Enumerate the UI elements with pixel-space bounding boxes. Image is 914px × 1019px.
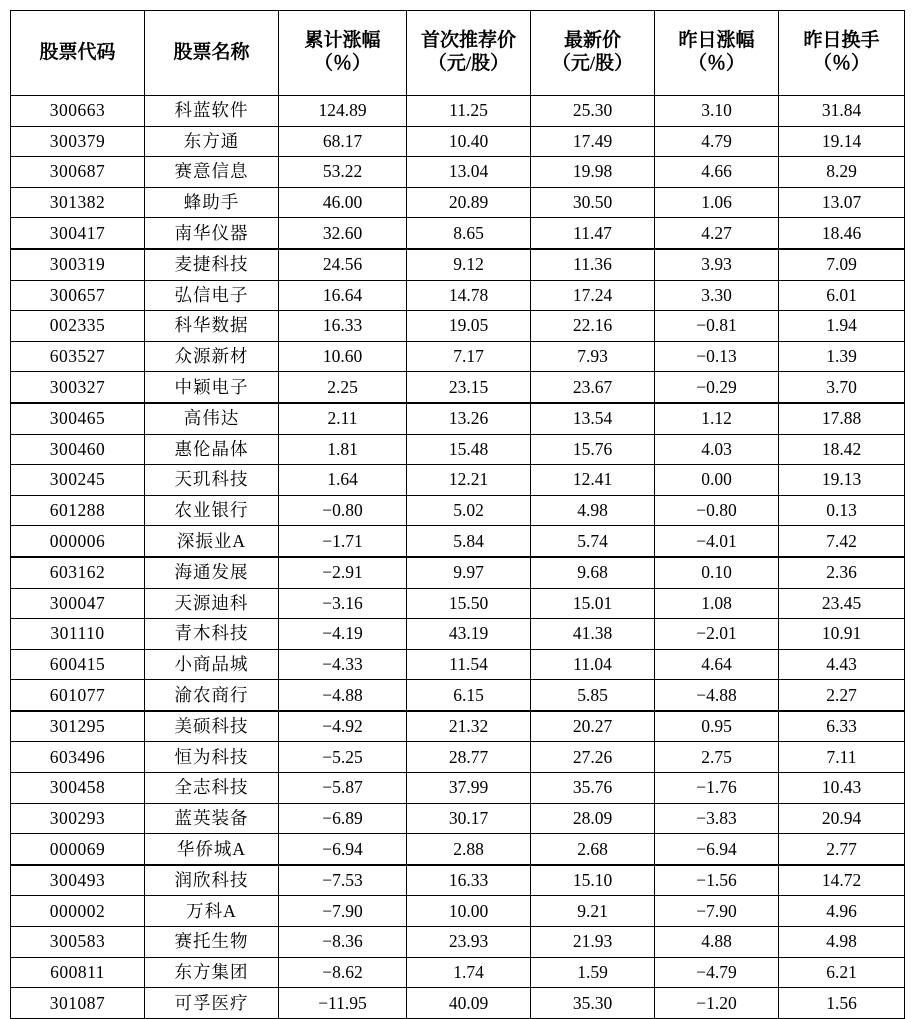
cell-latest-price: 30.50 (531, 187, 655, 218)
cell-latest-price: 15.01 (531, 588, 655, 619)
cell-latest-price: 12.41 (531, 465, 655, 496)
cell-latest-price: 2.68 (531, 834, 655, 865)
table-row (11, 865, 905, 896)
cell-cumulative-gain: −5.87 (279, 773, 407, 804)
cell-yesterday-turnover: 8.29 (779, 157, 905, 188)
header-text: 股票名称 (173, 41, 250, 63)
cell-stock-code: 002335 (11, 311, 145, 342)
cell-yesterday-turnover: 4.98 (779, 927, 905, 958)
cell-stock-code: 300687 (11, 157, 145, 188)
cell-yesterday-gain: −0.81 (655, 311, 779, 342)
cell-stock-name: 渝农商行 (145, 680, 279, 711)
cell-cumulative-gain: −4.19 (279, 619, 407, 650)
cell-first-recommend-price: 6.15 (407, 680, 531, 711)
cell-stock-code: 601077 (11, 680, 145, 711)
cell-cumulative-gain: 1.81 (279, 434, 407, 465)
cell-yesterday-gain: −2.01 (655, 619, 779, 650)
table-row (11, 96, 905, 127)
cell-stock-code: 000006 (11, 526, 145, 557)
cell-first-recommend-price: 23.15 (407, 372, 531, 403)
cell-yesterday-turnover: 6.33 (779, 711, 905, 742)
cell-yesterday-gain: −7.90 (655, 896, 779, 927)
cell-stock-code: 300319 (11, 249, 145, 280)
cell-yesterday-turnover: 2.27 (779, 680, 905, 711)
cell-cumulative-gain: 24.56 (279, 249, 407, 280)
table-row (11, 803, 905, 834)
cell-yesterday-turnover: 7.09 (779, 249, 905, 280)
cell-cumulative-gain: 124.89 (279, 96, 407, 127)
header-unit: （％） (687, 53, 745, 74)
cell-cumulative-gain: 1.64 (279, 465, 407, 496)
cell-cumulative-gain: −1.71 (279, 526, 407, 557)
cell-stock-code: 300458 (11, 773, 145, 804)
cell-yesterday-gain: −1.20 (655, 988, 779, 1019)
cell-stock-name: 润欣科技 (145, 865, 279, 896)
cell-yesterday-gain: −4.79 (655, 957, 779, 988)
cell-stock-code: 301087 (11, 988, 145, 1019)
cell-yesterday-gain: 2.75 (655, 742, 779, 773)
cell-latest-price: 28.09 (531, 803, 655, 834)
cell-yesterday-turnover: 20.94 (779, 803, 905, 834)
cell-yesterday-gain: 4.03 (655, 434, 779, 465)
cell-stock-name: 惠伦晶体 (145, 434, 279, 465)
table-row (11, 372, 905, 403)
cell-stock-name: 高伟达 (145, 403, 279, 434)
header-unit: （％） (313, 53, 371, 74)
cell-cumulative-gain: −7.53 (279, 865, 407, 896)
column-header-yesterday-gain (655, 11, 779, 96)
cell-yesterday-gain: −0.80 (655, 495, 779, 526)
cell-stock-name: 小商品城 (145, 649, 279, 680)
cell-first-recommend-price: 10.00 (407, 896, 531, 927)
cell-stock-code: 300047 (11, 588, 145, 619)
cell-yesterday-gain: −4.88 (655, 680, 779, 711)
table-row (11, 280, 905, 311)
cell-latest-price: 15.76 (531, 434, 655, 465)
table-row (11, 403, 905, 434)
header-text: 昨日涨幅 (678, 30, 755, 52)
cell-stock-name: 南华仪器 (145, 218, 279, 249)
table-row (11, 157, 905, 188)
cell-yesterday-gain: 3.93 (655, 249, 779, 280)
cell-stock-code: 300663 (11, 96, 145, 127)
cell-yesterday-turnover: 0.13 (779, 495, 905, 526)
cell-yesterday-turnover: 17.88 (779, 403, 905, 434)
cell-yesterday-turnover: 2.36 (779, 557, 905, 588)
cell-latest-price: 22.16 (531, 311, 655, 342)
table-body (11, 96, 905, 1019)
table-row (11, 557, 905, 588)
cell-latest-price: 11.04 (531, 649, 655, 680)
header-row (11, 11, 905, 96)
cell-yesterday-gain: 4.27 (655, 218, 779, 249)
cell-stock-name: 赛托生物 (145, 927, 279, 958)
table-row (11, 311, 905, 342)
cell-latest-price: 4.98 (531, 495, 655, 526)
cell-first-recommend-price: 11.54 (407, 649, 531, 680)
cell-first-recommend-price: 15.48 (407, 434, 531, 465)
table-row (11, 649, 905, 680)
cell-cumulative-gain: −6.89 (279, 803, 407, 834)
cell-stock-name: 天玑科技 (145, 465, 279, 496)
cell-latest-price: 11.47 (531, 218, 655, 249)
cell-yesterday-gain: 3.30 (655, 280, 779, 311)
cell-cumulative-gain: 10.60 (279, 341, 407, 372)
cell-latest-price: 27.26 (531, 742, 655, 773)
header-unit: （％） (812, 53, 870, 74)
cell-first-recommend-price: 20.89 (407, 187, 531, 218)
cell-latest-price: 20.27 (531, 711, 655, 742)
cell-stock-name: 农业银行 (145, 495, 279, 526)
cell-cumulative-gain: −5.25 (279, 742, 407, 773)
cell-stock-code: 300293 (11, 803, 145, 834)
cell-latest-price: 17.49 (531, 126, 655, 157)
cell-latest-price: 1.59 (531, 957, 655, 988)
cell-yesterday-turnover: 1.56 (779, 988, 905, 1019)
cell-latest-price: 13.54 (531, 403, 655, 434)
cell-cumulative-gain: 32.60 (279, 218, 407, 249)
cell-first-recommend-price: 7.17 (407, 341, 531, 372)
cell-latest-price: 15.10 (531, 865, 655, 896)
table-row (11, 619, 905, 650)
cell-yesterday-turnover: 6.21 (779, 957, 905, 988)
cell-yesterday-turnover: 7.11 (779, 742, 905, 773)
cell-stock-name: 赛意信息 (145, 157, 279, 188)
table-row (11, 495, 905, 526)
cell-stock-name: 蜂助手 (145, 187, 279, 218)
cell-yesterday-turnover: 10.91 (779, 619, 905, 650)
cell-stock-code: 301295 (11, 711, 145, 742)
cell-yesterday-gain: −1.76 (655, 773, 779, 804)
cell-cumulative-gain: −8.62 (279, 957, 407, 988)
cell-stock-code: 601288 (11, 495, 145, 526)
cell-yesterday-turnover: 23.45 (779, 588, 905, 619)
table-row (11, 465, 905, 496)
cell-latest-price: 7.93 (531, 341, 655, 372)
cell-first-recommend-price: 43.19 (407, 619, 531, 650)
cell-stock-code: 603496 (11, 742, 145, 773)
cell-stock-code: 300465 (11, 403, 145, 434)
table-row (11, 126, 905, 157)
cell-latest-price: 19.98 (531, 157, 655, 188)
cell-first-recommend-price: 23.93 (407, 927, 531, 958)
cell-yesterday-gain: 1.08 (655, 588, 779, 619)
cell-first-recommend-price: 9.12 (407, 249, 531, 280)
cell-yesterday-turnover: 3.70 (779, 372, 905, 403)
cell-latest-price: 9.21 (531, 896, 655, 927)
cell-stock-code: 301110 (11, 619, 145, 650)
header-text: 昨日换手 (803, 30, 880, 52)
cell-first-recommend-price: 37.99 (407, 773, 531, 804)
cell-yesterday-turnover: 2.77 (779, 834, 905, 865)
cell-yesterday-turnover: 1.94 (779, 311, 905, 342)
cell-latest-price: 5.85 (531, 680, 655, 711)
cell-yesterday-gain: −4.01 (655, 526, 779, 557)
column-header-first-recommend-price (407, 11, 531, 96)
table-row (11, 988, 905, 1019)
cell-stock-code: 300493 (11, 865, 145, 896)
cell-cumulative-gain: −7.90 (279, 896, 407, 927)
cell-yesterday-gain: 4.64 (655, 649, 779, 680)
cell-stock-code: 300327 (11, 372, 145, 403)
cell-latest-price: 11.36 (531, 249, 655, 280)
cell-yesterday-turnover: 13.07 (779, 187, 905, 218)
cell-first-recommend-price: 40.09 (407, 988, 531, 1019)
cell-yesterday-gain: −3.83 (655, 803, 779, 834)
cell-yesterday-turnover: 18.46 (779, 218, 905, 249)
cell-yesterday-gain: 1.06 (655, 187, 779, 218)
column-header-yesterday-turnover (779, 11, 905, 96)
cell-stock-name: 麦捷科技 (145, 249, 279, 280)
table-row (11, 957, 905, 988)
cell-cumulative-gain: −4.92 (279, 711, 407, 742)
cell-stock-code: 300657 (11, 280, 145, 311)
cell-stock-name: 华侨城A (145, 834, 279, 865)
cell-stock-code: 300245 (11, 465, 145, 496)
cell-stock-code: 300460 (11, 434, 145, 465)
cell-stock-code: 603527 (11, 341, 145, 372)
cell-yesterday-turnover: 31.84 (779, 96, 905, 127)
cell-stock-name: 科华数据 (145, 311, 279, 342)
table-row (11, 927, 905, 958)
cell-yesterday-turnover: 14.72 (779, 865, 905, 896)
cell-latest-price: 17.24 (531, 280, 655, 311)
cell-stock-code: 603162 (11, 557, 145, 588)
cell-first-recommend-price: 9.97 (407, 557, 531, 588)
cell-latest-price: 23.67 (531, 372, 655, 403)
cell-yesterday-turnover: 19.14 (779, 126, 905, 157)
cell-latest-price: 21.93 (531, 927, 655, 958)
cell-first-recommend-price: 2.88 (407, 834, 531, 865)
cell-yesterday-turnover: 1.39 (779, 341, 905, 372)
header-text: 最新价 (563, 30, 621, 52)
cell-latest-price: 35.30 (531, 988, 655, 1019)
cell-cumulative-gain: 2.25 (279, 372, 407, 403)
cell-stock-name: 中颖电子 (145, 372, 279, 403)
cell-yesterday-gain: 0.00 (655, 465, 779, 496)
cell-cumulative-gain: −3.16 (279, 588, 407, 619)
cell-yesterday-gain: −6.94 (655, 834, 779, 865)
cell-stock-name: 众源新材 (145, 341, 279, 372)
cell-first-recommend-price: 5.84 (407, 526, 531, 557)
table-row (11, 249, 905, 280)
cell-stock-code: 300417 (11, 218, 145, 249)
table-row (11, 742, 905, 773)
cell-yesterday-turnover: 4.43 (779, 649, 905, 680)
cell-yesterday-gain: −1.56 (655, 865, 779, 896)
cell-stock-name: 弘信电子 (145, 280, 279, 311)
cell-first-recommend-price: 5.02 (407, 495, 531, 526)
cell-stock-name: 海通发展 (145, 557, 279, 588)
cell-cumulative-gain: 53.22 (279, 157, 407, 188)
cell-stock-name: 可孚医疗 (145, 988, 279, 1019)
cell-cumulative-gain: −2.91 (279, 557, 407, 588)
header-text: 首次推荐价 (420, 30, 516, 52)
cell-stock-code: 600415 (11, 649, 145, 680)
cell-first-recommend-price: 12.21 (407, 465, 531, 496)
cell-stock-name: 天源迪科 (145, 588, 279, 619)
cell-first-recommend-price: 13.26 (407, 403, 531, 434)
header-unit: （元/股） (551, 53, 634, 74)
table-row (11, 773, 905, 804)
table-row (11, 187, 905, 218)
cell-latest-price: 35.76 (531, 773, 655, 804)
cell-cumulative-gain: 16.33 (279, 311, 407, 342)
column-header-stock-name (145, 11, 279, 96)
cell-first-recommend-price: 11.25 (407, 96, 531, 127)
cell-stock-code: 000069 (11, 834, 145, 865)
cell-yesterday-turnover: 18.42 (779, 434, 905, 465)
cell-yesterday-turnover: 10.43 (779, 773, 905, 804)
cell-first-recommend-price: 16.33 (407, 865, 531, 896)
cell-yesterday-turnover: 19.13 (779, 465, 905, 496)
cell-yesterday-turnover: 4.96 (779, 896, 905, 927)
cell-yesterday-gain: 0.95 (655, 711, 779, 742)
cell-stock-code: 000002 (11, 896, 145, 927)
cell-first-recommend-price: 30.17 (407, 803, 531, 834)
cell-stock-name: 深振业A (145, 526, 279, 557)
table-header (11, 11, 905, 96)
cell-first-recommend-price: 1.74 (407, 957, 531, 988)
cell-first-recommend-price: 10.40 (407, 126, 531, 157)
cell-yesterday-gain: −0.13 (655, 341, 779, 372)
cell-stock-code: 300583 (11, 927, 145, 958)
cell-first-recommend-price: 19.05 (407, 311, 531, 342)
cell-first-recommend-price: 13.04 (407, 157, 531, 188)
cell-stock-name: 全志科技 (145, 773, 279, 804)
table-row (11, 896, 905, 927)
cell-latest-price: 25.30 (531, 96, 655, 127)
cell-yesterday-gain: 3.10 (655, 96, 779, 127)
cell-yesterday-gain: 4.79 (655, 126, 779, 157)
column-header-stock-code (11, 11, 145, 96)
cell-first-recommend-price: 28.77 (407, 742, 531, 773)
table-row (11, 834, 905, 865)
cell-cumulative-gain: −6.94 (279, 834, 407, 865)
cell-first-recommend-price: 14.78 (407, 280, 531, 311)
cell-first-recommend-price: 15.50 (407, 588, 531, 619)
cell-stock-name: 青木科技 (145, 619, 279, 650)
column-header-cumulative-gain (279, 11, 407, 96)
cell-stock-code: 301382 (11, 187, 145, 218)
header-text: 股票代码 (39, 41, 116, 63)
table-row (11, 341, 905, 372)
cell-latest-price: 41.38 (531, 619, 655, 650)
cell-cumulative-gain: −4.33 (279, 649, 407, 680)
cell-cumulative-gain: 2.11 (279, 403, 407, 434)
cell-stock-name: 恒为科技 (145, 742, 279, 773)
cell-first-recommend-price: 21.32 (407, 711, 531, 742)
cell-yesterday-gain: 0.10 (655, 557, 779, 588)
cell-cumulative-gain: −0.80 (279, 495, 407, 526)
cell-yesterday-gain: 4.88 (655, 927, 779, 958)
header-unit: （元/股） (427, 53, 510, 74)
cell-stock-name: 科蓝软件 (145, 96, 279, 127)
cell-stock-name: 万科A (145, 896, 279, 927)
cell-stock-name: 东方通 (145, 126, 279, 157)
cell-yesterday-gain: −0.29 (655, 372, 779, 403)
cell-yesterday-turnover: 7.42 (779, 526, 905, 557)
cell-cumulative-gain: 46.00 (279, 187, 407, 218)
table-row (11, 526, 905, 557)
cell-latest-price: 5.74 (531, 526, 655, 557)
cell-stock-code: 600811 (11, 957, 145, 988)
cell-stock-name: 东方集团 (145, 957, 279, 988)
cell-yesterday-gain: 4.66 (655, 157, 779, 188)
cell-yesterday-gain: 1.12 (655, 403, 779, 434)
cell-latest-price: 9.68 (531, 557, 655, 588)
cell-stock-code: 300379 (11, 126, 145, 157)
cell-cumulative-gain: −4.88 (279, 680, 407, 711)
cell-cumulative-gain: 16.64 (279, 280, 407, 311)
table-row (11, 434, 905, 465)
cell-first-recommend-price: 8.65 (407, 218, 531, 249)
cell-yesterday-turnover: 6.01 (779, 280, 905, 311)
stock-performance-table (10, 10, 905, 1019)
cell-stock-name: 蓝英装备 (145, 803, 279, 834)
cell-cumulative-gain: −11.95 (279, 988, 407, 1019)
header-text: 累计涨幅 (304, 30, 381, 52)
table-row (11, 711, 905, 742)
cell-cumulative-gain: −8.36 (279, 927, 407, 958)
column-header-latest-price (531, 11, 655, 96)
cell-stock-name: 美硕科技 (145, 711, 279, 742)
table-row (11, 588, 905, 619)
table-row (11, 680, 905, 711)
cell-cumulative-gain: 68.17 (279, 126, 407, 157)
table-row (11, 218, 905, 249)
